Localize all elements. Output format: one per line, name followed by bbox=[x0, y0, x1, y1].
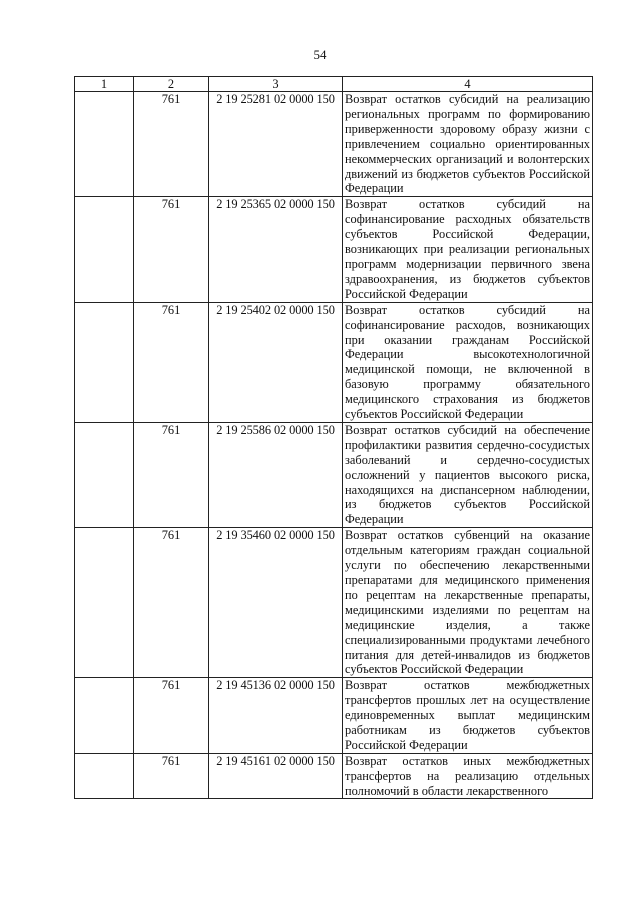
table-header-row bbox=[75, 77, 593, 92]
table-row bbox=[75, 528, 593, 678]
page-number: 54 bbox=[313, 47, 327, 62]
admin-code: 761 bbox=[134, 302, 209, 422]
income-name-text: Возврат остатков иных межбюджетных трансфертов на реализацию отдельных полномочий в области лекарственного bbox=[345, 753, 590, 798]
budget-codes-table bbox=[74, 76, 593, 799]
admin-code: 761 bbox=[134, 197, 209, 302]
empty-cell bbox=[75, 753, 134, 798]
admin-code: 761 bbox=[134, 528, 209, 678]
admin-code: 761 bbox=[134, 422, 209, 527]
budget-classification-code: 2 19 35460 02 0000 150 bbox=[209, 528, 343, 678]
admin-code: 761 bbox=[134, 753, 209, 798]
budget-classification-code: 2 19 25281 02 0000 150 bbox=[209, 92, 343, 197]
income-name-text: Возврат остатков субсидий на реализацию региональных программ по формированию приверженности здоровому образу жизни с привлечением социально ориентированных некоммерческих организаций и волонтерских движений из бюджетов субъектов Российской Федерации bbox=[345, 92, 590, 196]
income-name bbox=[343, 753, 593, 798]
column-header-1: 1 bbox=[75, 77, 134, 92]
empty-cell bbox=[75, 302, 134, 422]
income-name-text: Возврат остатков субсидий на софинансирование расходных обязательств субъектов Российской Федерации, возникающих при реализации региональных программ модернизации первичного звена здравоохранения, из бюджетов субъектов Российской Федерации bbox=[345, 197, 590, 301]
income-name bbox=[343, 92, 593, 197]
income-name bbox=[343, 422, 593, 527]
table-row bbox=[75, 753, 593, 798]
column-header-3: 3 bbox=[209, 77, 343, 92]
column-header-2: 2 bbox=[134, 77, 209, 92]
income-name bbox=[343, 302, 593, 422]
table-row bbox=[75, 422, 593, 527]
income-name bbox=[343, 678, 593, 754]
admin-code: 761 bbox=[134, 678, 209, 754]
income-name-text: Возврат остатков субсидий на обеспечение профилактики развития сердечно-сосудистых заболеваний и сердечно-сосудистых осложнений у пациентов высокого риска, находящихся на диспансерном наблюдении, из бюджетов субъектов Российской Федерации bbox=[345, 422, 590, 527]
budget-classification-code: 2 19 25402 02 0000 150 bbox=[209, 302, 343, 422]
table-row bbox=[75, 678, 593, 754]
table-row bbox=[75, 197, 593, 302]
empty-cell bbox=[75, 528, 134, 678]
empty-cell bbox=[75, 92, 134, 197]
table-row bbox=[75, 92, 593, 197]
empty-cell bbox=[75, 678, 134, 754]
column-header-4: 4 bbox=[343, 77, 593, 92]
income-name-text: Возврат остатков субвенций на оказание отдельным категориям граждан социальной услуги по обеспечению лекарственными препаратами для медицинского применения по рецептам на лекарственные препараты, медицинскими изделиями по рецептам на медицинские изделия, а также специализированными продуктами лечебного питания для детей-инвалидов из бюджетов субъектов Российской Федерации bbox=[345, 528, 590, 677]
income-name-text: Возврат остатков межбюджетных трансфертов прошлых лет на осуществление единовременных выплат медицинским работникам из бюджетов субъектов Российской Федерации bbox=[345, 678, 590, 752]
income-name bbox=[343, 528, 593, 678]
budget-classification-code: 2 19 45161 02 0000 150 bbox=[209, 753, 343, 798]
admin-code: 761 bbox=[134, 92, 209, 197]
empty-cell bbox=[75, 197, 134, 302]
empty-cell bbox=[75, 422, 134, 527]
budget-classification-code: 2 19 25586 02 0000 150 bbox=[209, 422, 343, 527]
budget-classification-code: 2 19 45136 02 0000 150 bbox=[209, 678, 343, 754]
income-name bbox=[343, 197, 593, 302]
income-name-text: Возврат остатков субсидий на софинансирование расходов, возникающих при оказании гражданам Российской Федерации высокотехнологичной медицинской помощи, не включенной в базовую программу обязательного медицинского страхования из бюджетов субъектов Российской Федерации bbox=[345, 302, 590, 422]
table-row bbox=[75, 302, 593, 422]
budget-classification-code: 2 19 25365 02 0000 150 bbox=[209, 197, 343, 302]
